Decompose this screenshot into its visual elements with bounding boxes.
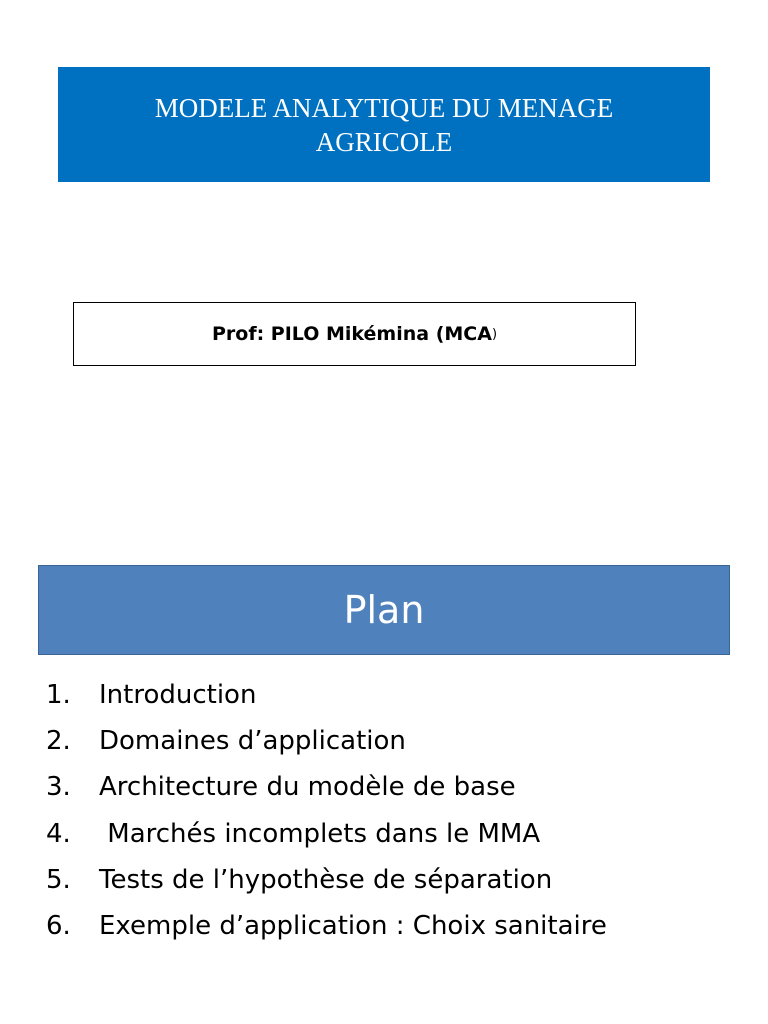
list-item-number: 1. bbox=[46, 680, 71, 711]
plan-heading: Plan bbox=[343, 588, 425, 632]
title-banner bbox=[58, 67, 710, 182]
list-item-label: Tests de l’hypothèse de séparation bbox=[99, 864, 553, 895]
list-item-label: Architecture du modèle de base bbox=[99, 772, 516, 803]
list-item-number: 2. bbox=[46, 726, 71, 757]
list-item-number: 5. bbox=[46, 864, 71, 895]
author-box bbox=[73, 302, 636, 366]
author-close-paren: ) bbox=[491, 326, 498, 342]
list-item-number: 4. bbox=[46, 818, 71, 849]
list-item bbox=[46, 811, 607, 857]
list-item bbox=[46, 764, 607, 810]
list-item bbox=[46, 857, 607, 903]
title-line-1: MODELE ANALYTIQUE DU MENAGE bbox=[154, 92, 614, 123]
list-item-number: 3. bbox=[46, 772, 71, 803]
list-item-label: Exemple d’application : Choix sanitaire bbox=[99, 911, 607, 942]
plan-heading-banner bbox=[38, 565, 730, 655]
title-line-2: AGRICOLE bbox=[315, 126, 453, 157]
list-item-label: Domaines d’application bbox=[99, 726, 406, 757]
author-name: Prof: PILO Mikémina (MCA bbox=[211, 323, 492, 345]
list-item bbox=[46, 672, 607, 718]
list-item bbox=[46, 718, 607, 764]
plan-list bbox=[46, 672, 607, 949]
list-item-number: 6. bbox=[46, 911, 71, 942]
list-item-label: Introduction bbox=[99, 680, 257, 711]
list-item-label: Marchés incomplets dans le MMA bbox=[99, 818, 541, 849]
list-item bbox=[46, 903, 607, 949]
